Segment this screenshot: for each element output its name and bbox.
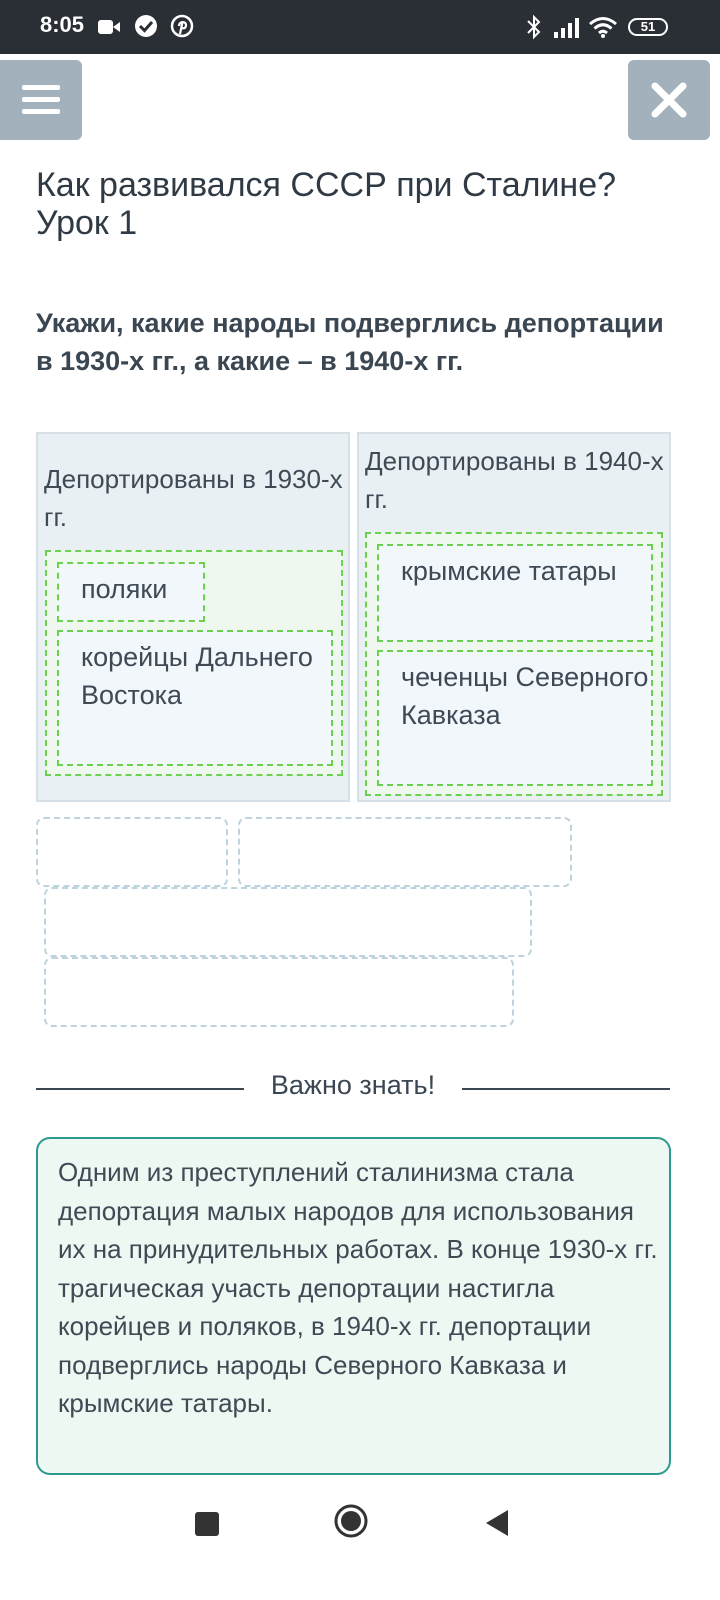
wifi-icon bbox=[588, 16, 618, 38]
important-label: Важно знать! bbox=[270, 1070, 436, 1100]
info-text: Одним из преступлений сталинизма стала депортация малых народов для использования их на принудительных работах. В конце 1930-х гг. трагическая участь депортации настигла корейцев и поляков, в 1940-х гг. депортации подверглись народы Северного Кавказа и крымские татары. bbox=[58, 1157, 658, 1418]
home-icon[interactable] bbox=[334, 1504, 368, 1538]
navigation-bar bbox=[0, 1480, 720, 1600]
battery-icon bbox=[628, 18, 668, 36]
answer-chip-koreans[interactable]: корейцы Дальнего Востока bbox=[57, 630, 333, 766]
pinterest-icon bbox=[170, 14, 194, 38]
drop-zone-1940s[interactable] bbox=[365, 532, 663, 796]
signal-icon bbox=[552, 16, 582, 38]
status-time: 8:05 bbox=[40, 12, 85, 37]
battery-level: 51 bbox=[640, 19, 656, 34]
answer-chip-chechens[interactable]: чеченцы Северного Кавказа bbox=[377, 650, 653, 786]
empty-answer-slot[interactable] bbox=[44, 887, 532, 957]
close-button[interactable] bbox=[628, 60, 710, 140]
video-icon bbox=[98, 19, 120, 35]
back-icon[interactable] bbox=[484, 1508, 510, 1538]
close-icon bbox=[628, 60, 710, 140]
column-header: Депортированы в 1940-х гг. bbox=[365, 446, 664, 514]
empty-answer-slot[interactable] bbox=[44, 957, 514, 1027]
lesson-title bbox=[36, 166, 696, 242]
recent-apps-icon[interactable] bbox=[195, 1512, 219, 1536]
lesson-title-line1: Как развивался СССР при Сталине? bbox=[36, 166, 617, 204]
category-column-1930s bbox=[36, 432, 350, 802]
task-question: Укажи, какие народы подверглись депортации в 1930-х гг., а какие – в 1940-х гг. bbox=[36, 308, 664, 376]
drop-zone-1930s[interactable] bbox=[45, 550, 343, 776]
empty-answer-slot[interactable] bbox=[36, 817, 228, 887]
lesson-title-line2: Урок 1 bbox=[36, 204, 138, 242]
menu-button[interactable] bbox=[0, 60, 82, 140]
info-box bbox=[36, 1137, 671, 1475]
status-bar bbox=[0, 0, 720, 54]
empty-answer-slot[interactable] bbox=[238, 817, 572, 887]
answer-chip-crimean-tatars[interactable]: крымские татары bbox=[377, 544, 653, 642]
answer-chip-poles[interactable]: поляки bbox=[57, 562, 205, 622]
category-column-1940s bbox=[357, 432, 671, 802]
bluetooth-icon bbox=[525, 14, 543, 40]
column-header: Депортированы в 1930-х гг. bbox=[44, 464, 343, 532]
check-circle-icon bbox=[134, 14, 158, 38]
